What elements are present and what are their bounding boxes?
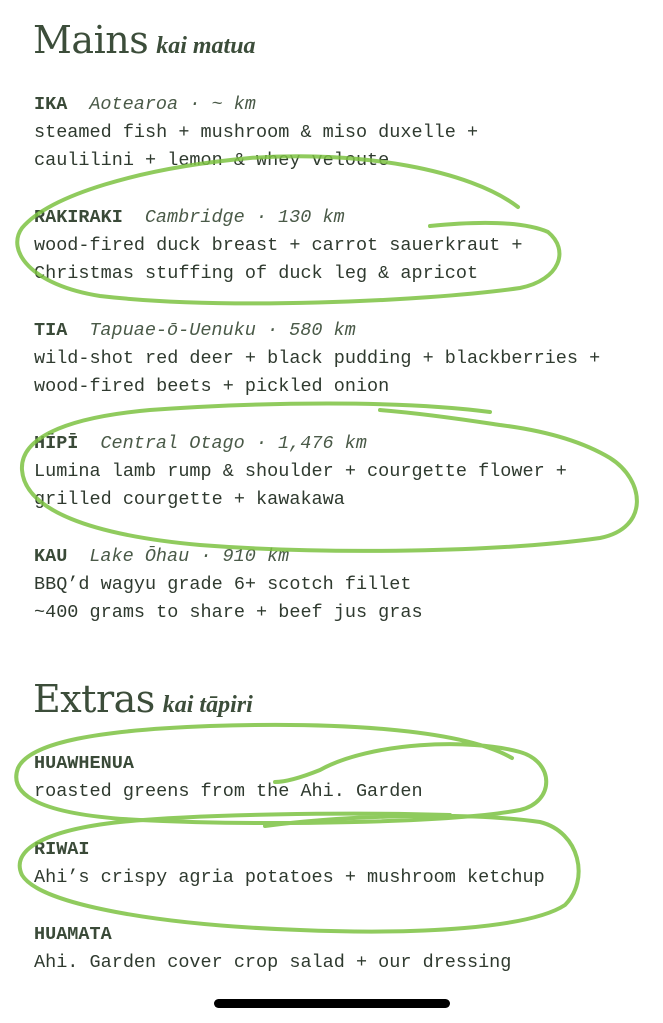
menu-item-header [34, 91, 659, 119]
menu-item-name: RIWAI [34, 839, 90, 860]
menu-item-name: RAKIRAKI [34, 207, 123, 228]
menu-item-description: wild-shot red deer + black pudding + blackberries + [34, 348, 601, 369]
mains-subtitle: kai matua [156, 33, 256, 59]
menu-item-description: ~400 grams to share + beef jus gras [34, 602, 423, 623]
menu-item-description: BBQ’d wagyu grade 6+ scotch fillet [34, 574, 412, 595]
menu-item-name: KAU [34, 546, 68, 567]
menu-item-description: roasted greens from the Ahi. Garden [34, 781, 423, 802]
menu-item-description: caulilini + lemon & whey veloute [34, 150, 390, 171]
menu-item-name: HUAMATA [34, 924, 112, 945]
extras-title: Extras [33, 677, 155, 721]
menu-item-huawhenua [34, 750, 659, 806]
menu-item-description: Christmas stuffing of duck leg & apricot [34, 263, 479, 284]
extras-heading [33, 677, 253, 721]
menu-item-name: IKA [34, 94, 68, 115]
menu-item-huamata [34, 921, 659, 977]
menu-item-header [34, 543, 659, 571]
menu-item-ika [34, 91, 659, 175]
menu-item-name: HĪPĪ [34, 433, 79, 454]
menu-item-riwai [34, 836, 659, 892]
menu-item-origin: Central Otago · 1,476 km [100, 433, 367, 454]
menu-item-description: Lumina lamb rump & shoulder + courgette flower + [34, 461, 567, 482]
menu-item-origin: Cambridge · 130 km [144, 207, 345, 228]
menu-item-description: grilled courgette + kawakawa [34, 489, 345, 510]
menu-item-description: steamed fish + mushroom & miso duxelle + [34, 122, 479, 143]
menu-item-description: wood-fired duck breast + carrot sauerkraut + [34, 235, 523, 256]
menu-item-header [34, 836, 659, 864]
menu-item-description: Ahi’s crispy agria potatoes + mushroom ketchup [34, 867, 545, 888]
menu-item-kau [34, 543, 659, 627]
menu-item-origin: Lake Ōhau · 910 km [89, 546, 290, 567]
mains-title: Mains [33, 18, 149, 62]
menu-item-header [34, 750, 659, 778]
menu-item-description: wood-fired beets + pickled onion [34, 376, 390, 397]
menu-item-name: HUAWHENUA [34, 753, 134, 774]
menu-item-origin: Tapuae-ō-Uenuku · 580 km [89, 320, 356, 341]
menu-item-header [34, 921, 659, 949]
menu-item-name: TIA [34, 320, 68, 341]
menu-item-header [34, 430, 659, 458]
menu-item-origin: Aotearoa · ~ km [89, 94, 256, 115]
menu-item-tia [34, 317, 659, 401]
home-indicator[interactable] [214, 999, 450, 1008]
extras-subtitle: kai tāpiri [162, 692, 253, 718]
menu-item-rakiraki [34, 204, 659, 288]
menu-item-hipi [34, 430, 659, 514]
menu-item-header [34, 317, 659, 345]
mains-heading [33, 18, 256, 62]
menu-item-description: Ahi. Garden cover crop salad + our dressing [34, 952, 512, 973]
menu-item-header [34, 204, 659, 232]
